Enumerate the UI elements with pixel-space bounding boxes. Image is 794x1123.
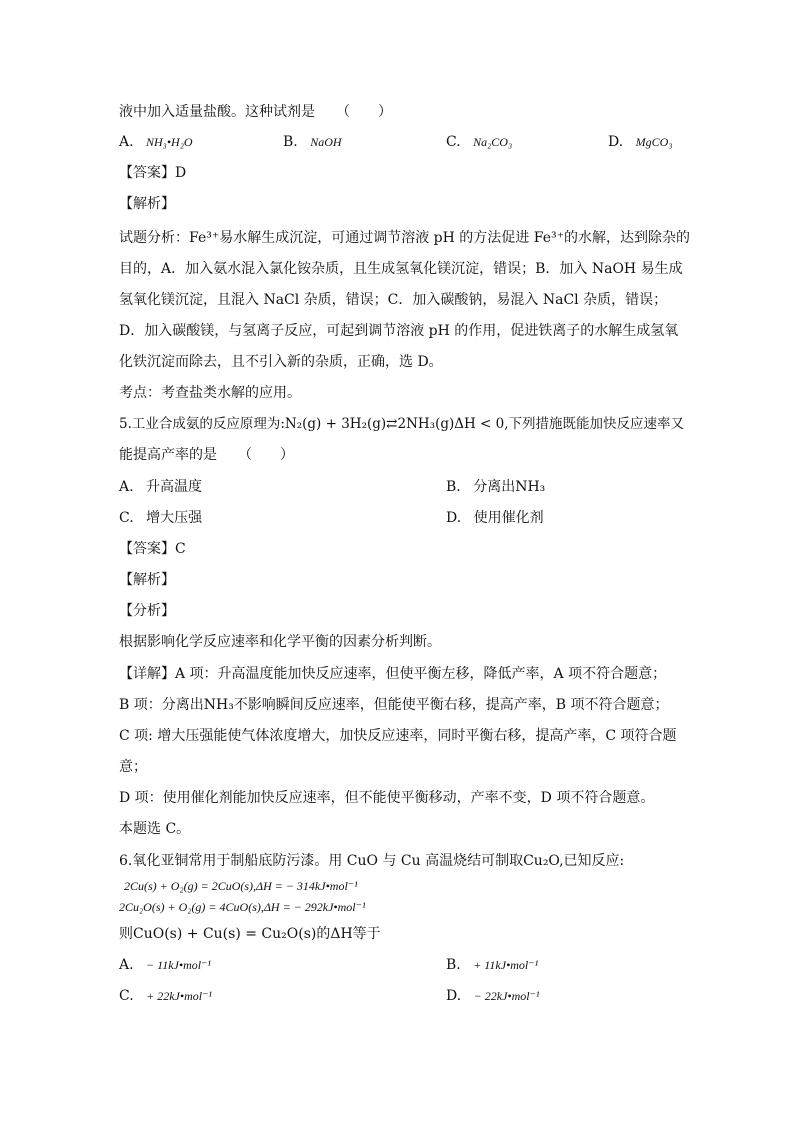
q5-analysis-heading: 【解析】 — [119, 572, 175, 588]
q4-option-d — [608, 132, 672, 152]
q5-detail-line-4: 意； — [119, 759, 147, 775]
q6-option-a-text: − 11kJ•mol⁻¹ — [146, 958, 212, 972]
q5-option-b-text: 分离出NH₃ — [473, 479, 546, 495]
q5-option-b — [446, 477, 545, 497]
q6-option-c — [119, 986, 212, 1006]
q5-detail-line-6: 本题选 C。 — [119, 821, 191, 837]
q4-stem-tail: 液中加入适量盐酸。这种试剂是 （ ） — [119, 104, 392, 120]
q6-equation-2: 2Cu₂O(s) + O₂(g) = 4CuO(s),ΔH = − 292kJ•mol⁻¹ — [119, 900, 366, 914]
q5-option-d-label: D. — [446, 510, 462, 526]
q6-option-d — [446, 986, 540, 1006]
q4-analysis-line-3: 氢氧化镁沉淀，且混入 NaCl 杂质，错误；C．加入碳酸钠，易混入 NaCl 杂质，错误； — [119, 292, 668, 308]
q5-detail-line-3: C 项: 增大压强能使气体浓度增大，加快反应速率，同时平衡右移，提高产率，C 项符合题 — [119, 728, 677, 744]
q6-option-a — [119, 955, 211, 975]
q6-option-c-text: + 22kJ•mol⁻¹ — [146, 989, 213, 1003]
q6-option-b-text: + 11kJ•mol⁻¹ — [473, 958, 539, 972]
q5-option-d — [446, 508, 544, 528]
q4-analysis-line-2: 目的，A．加入氨水混入氯化铵杂质，且生成氢氧化镁沉淀，错误；B．加入 NaOH 易生成 — [119, 261, 683, 277]
q5-option-a-text: 升高温度 — [146, 479, 203, 495]
q6-option-b — [446, 955, 538, 975]
q5-analysis-text: 根据影响化学反应速率和化学平衡的因素分析判断。 — [119, 634, 441, 650]
q6-stem: 6.氧化亚铜常用于制船底防污漆。用 CuO 与 Cu 高温烧结可制取Cu₂O,已知反应: — [119, 853, 625, 869]
q5-option-d-text: 使用催化剂 — [473, 510, 544, 526]
q5-detail-line-2: B 项：分离出NH₃不影响瞬间反应速率，但能使平衡右移，提高产率，B 项不符合题意； — [119, 697, 669, 713]
q4-option-b — [283, 132, 342, 152]
q4-option-a — [119, 132, 193, 152]
q4-analysis-line-4: D．加入碳酸镁，与氢离子反应，可起到调节溶液 pH 的作用，促进铁离子的水解生成氢氧 — [119, 323, 679, 339]
q4-option-d-label: D. — [608, 134, 624, 150]
q5-option-c — [119, 508, 202, 528]
q4-option-c-text: Na₂CO₃ — [473, 135, 513, 149]
q6-question: 则CuO(s) + Cu(s) = Cu₂O(s)的ΔH等于 — [119, 926, 381, 942]
q4-option-d-text: MgCO₃ — [635, 135, 673, 149]
q5-answer: 【答案】C — [119, 541, 186, 557]
q4-option-b-text: NaOH — [310, 135, 342, 149]
q5-stem-line-1: 5.工业合成氨的反应原理为:N₂(g) + 3H₂(g)⇄2NH₃(g)ΔH < 0,下列措施既能加快反应速率又 — [119, 416, 685, 432]
q5-option-c-label: C. — [119, 510, 134, 526]
q5-analysis-sub: 【分析】 — [119, 603, 175, 619]
q6-option-d-text: − 22kJ•mol⁻¹ — [473, 989, 540, 1003]
q6-option-d-label: D. — [446, 988, 462, 1004]
q5-stem-line-2: 能提高产率的是 （ ） — [119, 447, 294, 463]
q4-kaodian: 考点：考查盐类水解的应用。 — [119, 385, 301, 401]
q4-answer: 【答案】D — [119, 165, 187, 181]
q4-analysis-line-1: 试题分析：Fe³⁺易水解生成沉淀，可通过调节溶液 pH 的方法促进 Fe³⁺的水解，达到除杂的 — [119, 230, 690, 246]
q5-option-b-label: B. — [446, 479, 461, 495]
q6-option-c-label: C. — [119, 988, 134, 1004]
q5-option-c-text: 增大压强 — [146, 510, 203, 526]
q5-option-a — [119, 477, 202, 497]
q6-option-a-label: A. — [119, 957, 134, 973]
q4-analysis-line-5: 化铁沉淀而除去，且不引入新的杂质，正确，选 D。 — [119, 354, 443, 370]
q4-analysis-heading: 【解析】 — [119, 196, 175, 212]
q6-option-b-label: B. — [446, 957, 461, 973]
q5-detail-line-5: D 项：使用催化剂能加快反应速率，但不能使平衡移动，产率不变，D 项不符合题意。 — [119, 790, 655, 806]
q4-option-a-label: A. — [119, 134, 134, 150]
q5-option-a-label: A. — [119, 479, 134, 495]
q4-option-c-label: C. — [446, 134, 461, 150]
q5-detail-line-1: 【详解】A 项：升高温度能加快反应速率，但使平衡左移，降低产率，A 项不符合题意； — [119, 666, 667, 682]
q4-option-a-text: NH₃•H₂O — [146, 135, 193, 149]
q6-equation-1: 2Cu(s) + O₂(g) = 2CuO(s),ΔH = − 314kJ•mol⁻¹ — [124, 879, 358, 893]
q4-option-b-label: B. — [283, 134, 298, 150]
q4-option-c — [446, 132, 512, 152]
